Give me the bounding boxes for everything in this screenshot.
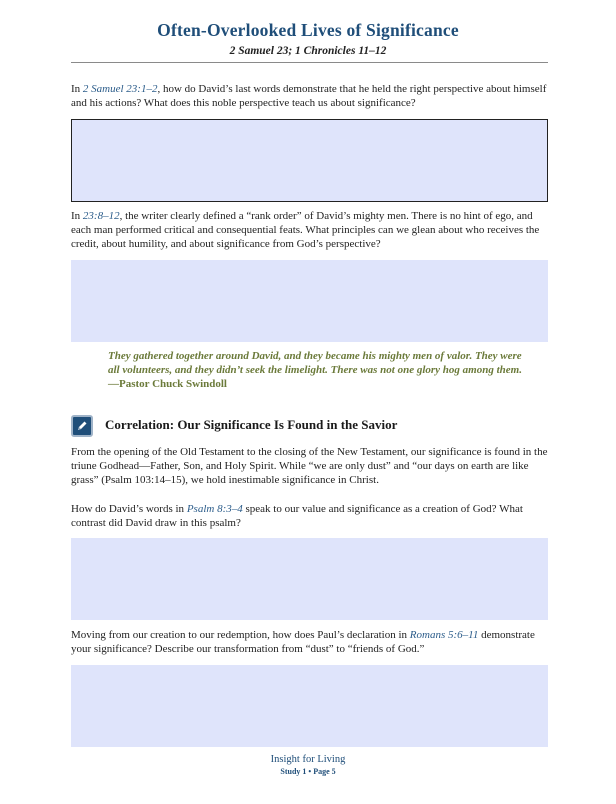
question-4-text-after: demonstrate your significance? Describe our transformation from “dust” to “friends of God.”	[71, 629, 535, 655]
pencil-icon	[71, 415, 93, 437]
correlation-paragraph: From the opening of the Old Testament to the closing of the New Testament, our significance is found in the triune Godhead—Father, Son, and Holy Spirit. While “we are only dust” and “our days on earth are like grass” (Psalm 103:14–15), we hold inestimable significance in Christ.	[71, 446, 548, 486]
pull-quote	[108, 349, 528, 391]
question-2-reference-link[interactable]: 23:8–12	[82, 210, 120, 222]
question-4-text-before: Moving from our creation to our redemption, how does Paul’s declaration in	[71, 629, 410, 641]
section-title: Correlation: Our Significance Is Found in the Savior	[105, 417, 398, 432]
answer-field-4[interactable]	[71, 665, 548, 747]
footer-org: Insight for Living	[270, 754, 346, 765]
pull-quote-text: They gathered together around David, and they became his mighty men of valor. They were all volunteers, and they didn’t seek the limelight. There was not one glory hog among them.	[108, 350, 522, 376]
page-subtitle: 2 Samuel 23; 1 Chronicles 11–12	[229, 45, 387, 57]
question-3-text-before: How do David’s words in	[71, 503, 187, 515]
question-2-text-after: , the writer clearly defined a “rank order” of David’s mighty men. There is no hint of ego, and each man performed critical and consequential feats. What principles can we glean about who receives the credit, about humility, and about significance from God’s perspective?	[71, 210, 540, 250]
question-1-reference-link[interactable]: 2 Samuel 23:1–2	[82, 83, 158, 95]
question-1	[71, 82, 549, 110]
question-3-reference-link[interactable]: Psalm 8:3–4	[186, 503, 243, 515]
question-3-text-after: speak to our value and significance as a creation of God? What contrast did David draw in this psalm?	[71, 503, 523, 529]
question-2	[71, 209, 549, 251]
pull-quote-author: —Pastor Chuck Swindoll	[108, 378, 227, 390]
answer-field-3[interactable]	[71, 538, 548, 620]
page-footer	[0, 754, 616, 776]
answer-field-1[interactable]	[71, 119, 548, 202]
page-title: Often-Overlooked Lives of Significance	[157, 20, 459, 40]
page-header	[0, 20, 616, 57]
question-4-reference-link[interactable]: Romans 5:6–11	[409, 629, 479, 641]
question-3	[71, 502, 549, 530]
question-4	[71, 628, 549, 656]
header-divider	[71, 62, 548, 63]
question-1-text-before: In	[71, 83, 83, 95]
footer-page-number: Study 1 • Page 5	[280, 767, 336, 776]
answer-field-2[interactable]	[71, 260, 548, 342]
question-1-text-after: , how do David’s last words demonstrate that he held the right perspective about himself and his actions? What does this noble perspective teach us about significance?	[71, 83, 547, 109]
question-2-text-before: In	[71, 210, 83, 222]
section-heading	[71, 413, 549, 439]
